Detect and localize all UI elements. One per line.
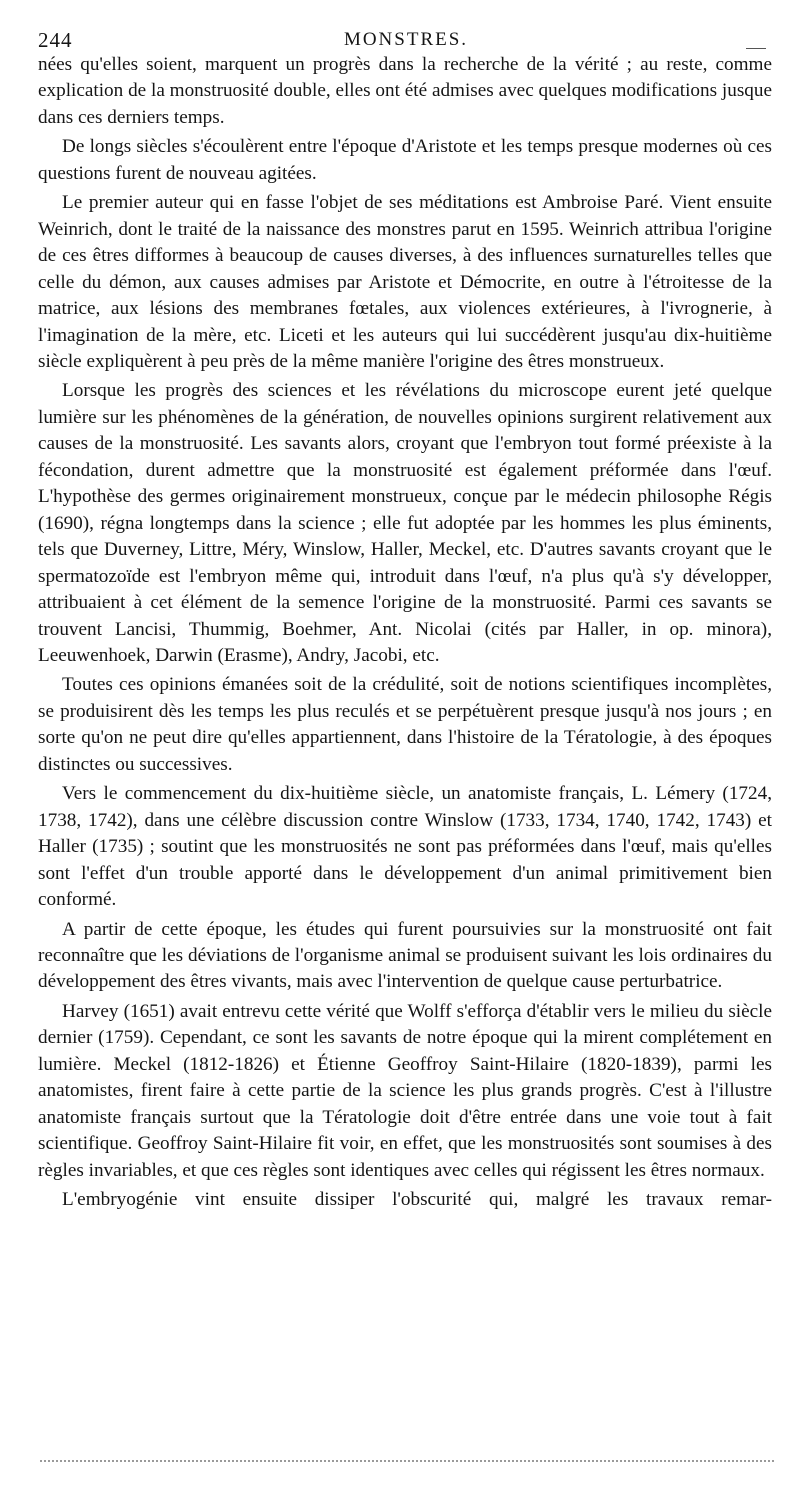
paragraph: A partir de cette époque, les études qui furent poursuivies sur la monstruosité ont fait reconnaître que les déviations de l'organisme animal se produisent suivant les lois ordinaires du développement des êtres vivants, mais avec l'intervention de quelque cause perturbatrice. [38, 918, 772, 993]
paragraph-continues: L'embryogénie vint ensuite dissiper l'obscurité qui, malgré les travaux remar- [62, 1189, 772, 1211]
running-title: MONSTRES. [343, 29, 469, 50]
paragraph: De longs siècles s'écoulèrent entre l'époque d'Aristote et les temps presque modernes où ces questions furent de nouveau agitées. [38, 136, 772, 184]
paragraph: Toutes ces opinions émanées soit de la crédulité, soit de notions scientifiques incomplètes, se produisirent dès les temps les plus reculés et se perpétuèrent presque jusqu'à nos jours ; en sorte qu'on ne peut dire qu'elles appartiennent, dans l'histoire de la Tératologie, à des époques distinctes ou successives. [38, 674, 772, 775]
paragraph: Vers le commencement du dix-huitième siècle, un anatomiste français, L. Lémery (1724, 1738, 1742), dans une célèbre discussion contre Winslow (1733, 1734, 1740, 1742, 1743) et Haller (1735) ; soutint que les monstruosités ne sont pas préformées dans l'œuf, mais qu'elles sont l'effet d'un trouble apporté dans le développement d'un animal primitivement bien conformé. [38, 783, 772, 911]
paragraph: Le premier auteur qui en fasse l'objet de ses méditations est Ambroise Paré. Vient ensuite Weinrich, dont le traité de la naissance des monstres parut en 1595. Weinrich attribua l'origine de ces êtres difformes à beaucoup de causes diverses, à des influences surnaturelles telles que celle du démon, aux causes admises par Aristote et Démocrite, en outre à l'étroitesse de la matrice, aux lésions des membranes fœtales, aux violences extérieures, à l'ivrognerie, à l'imagination de la mère, etc. Liceti et les auteurs qui lui succédèrent jusqu'au dix-huitième siècle expliquèrent à peu près de la même manière l'origine des êtres monstrueux. [38, 192, 772, 372]
paragraph: Lorsque les progrès des sciences et les révélations du microscope eurent jeté quelque lumière sur les phénomènes de la génération, de nouvelles opinions surgirent relativement aux causes de la monstruosité. Les savants alors, croyant que l'embryon tout formé préexiste à la fécondation, durent admettre que la monstruosité est également préformée dans l'œuf. L'hypothèse des germes originairement monstrueux, conçue par le médecin philosophe Régis (1690), régna longtemps dans la science ; elle fut adoptée par les hommes les plus éminents, tels que Duverney, Littre, Méry, Winslow, Haller, Meckel, etc. D'autres savants croyant que le spermatozoïde est l'embryon même qui, introduit dans l'œuf, n'a plus qu'à s'y développer, attribuaient à cet élément de la semence l'origine de la monstruosité. Parmi ces savants se trouvent Lancisi, Thummig, Boehmer, Ant. Nicolai (cités par Haller, in op. minora), Leeuwenhoek, Darwin (Erasme), Andry, Jacobi, etc. [38, 380, 772, 666]
page-header [38, 0, 774, 52]
page-number: 244 [38, 28, 73, 52]
header-dash [746, 48, 766, 49]
paragraph: Harvey (1651) avait entrevu cette vérité que Wolff s'efforça d'établir vers le milieu du siècle dernier (1759). Cependant, ce sont les savants de notre époque qui la mirent complétement en lumière. Meckel (1812-1826) et Étienne Geoffroy Saint-Hilaire (1820-1839), parmi les anatomistes, firent faire à cette partie de la science les plus grands progrès. C'est à l'illustre anatomiste français surtout que la Tératologie doit d'être entrée dans une voie tout à fait scientifique. Geoffroy Saint-Hilaire fit voir, en effet, que les monstruosités sont soumises à des règles invariables, et que ces règles sont identiques avec celles qui régissent les êtres normaux. [38, 1000, 772, 1181]
paragraph-continued: nées qu'elles soient, marquent un progrès dans la recherche de la vérité ; au reste, comme explication de la monstruosité double, elles ont été admises avec quelques modifications jusque dans ces derniers temps. [38, 54, 772, 128]
body-text [38, 52, 772, 1213]
footer-dotted-rule [40, 1460, 774, 1462]
